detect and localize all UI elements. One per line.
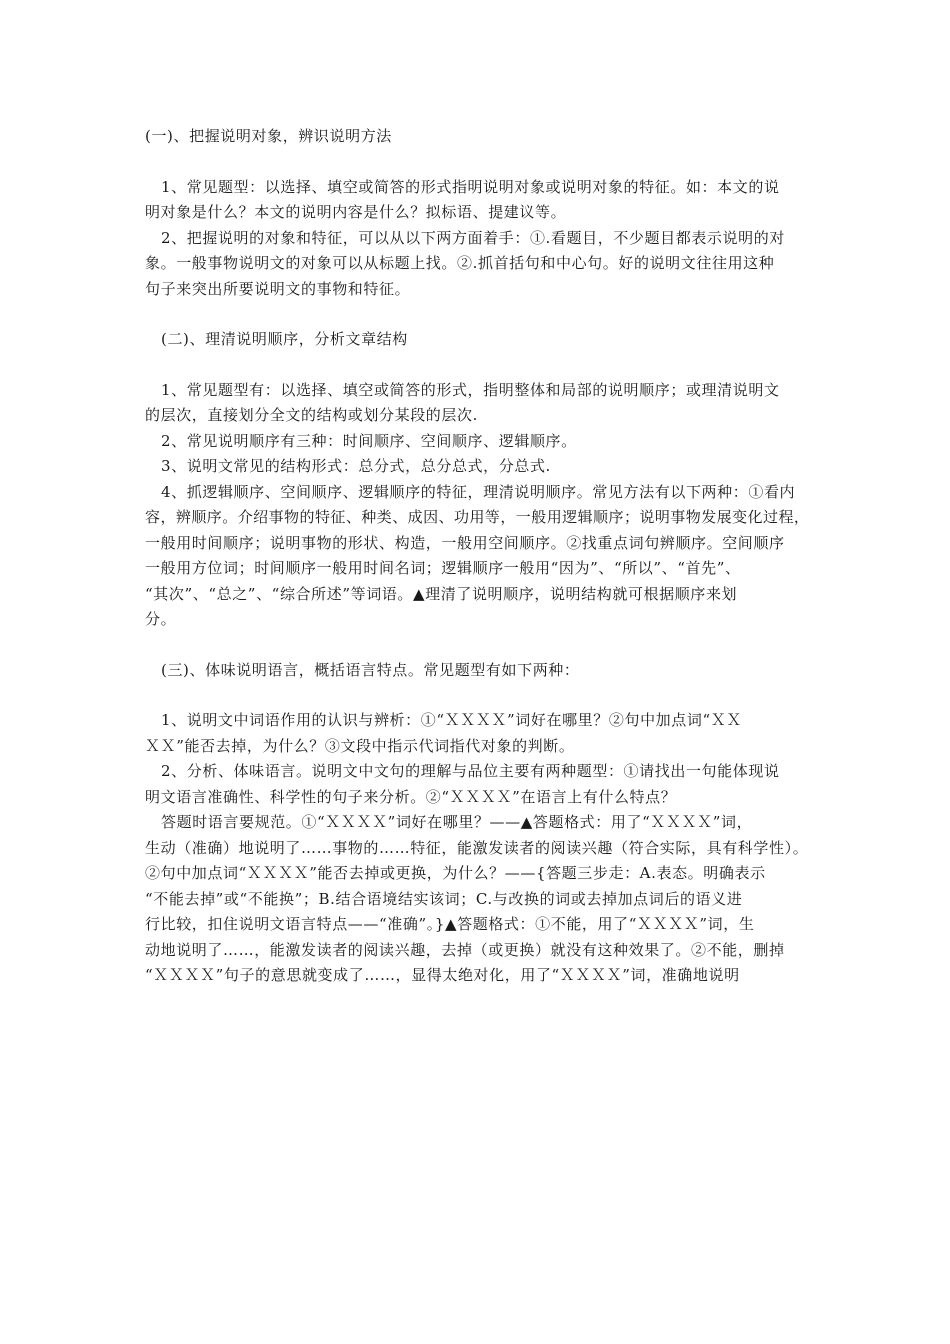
paragraph-line: 的层次，直接划分全文的结构或划分某段的层次.	[145, 406, 478, 424]
paragraph-line: 明对象是什么？本文的说明内容是什么？拟标语、提建议等。	[145, 203, 567, 221]
paragraph-line: 一般用时间顺序；说明事物的形状、构造，一般用空间顺序。②找重点词句辨顺序。空间顺序	[145, 533, 785, 552]
paragraph-line: 2、常见说明顺序有三种：时间顺序、空间顺序、逻辑顺序。	[161, 431, 577, 450]
paragraph-line: 句子来突出所要说明文的事物和特征。	[145, 279, 411, 298]
paragraph-line: 明文语言准确性、科学性的句子来分析。②“ＸＸＸＸ”在语言上有什么特点？	[145, 787, 677, 806]
paragraph-line: 答题时语言要规范。①“ＸＸＸＸ”词好在哪里？——▲答题格式：用了“ＸＸＸＸ”词，	[161, 813, 753, 831]
section-heading-1: (一)、把握说明对象，辨识说明方法	[145, 127, 392, 145]
spacer	[145, 353, 809, 378]
section-heading-2: (二)、理清说明顺序，分析文章结构	[161, 330, 408, 348]
document-body	[145, 124, 809, 989]
paragraph-line: 2、把握说明的对象和特征，可以从以下两方面着手：①.看题目，不少题目都表示说明的对	[161, 228, 785, 247]
paragraph-line: 行比较，扣住说明文语言特点——“准确”。}▲答题格式：①不能，用了“ＸＸＸＸ”词，生	[145, 915, 755, 933]
paragraph-line: 动地说明了……，能激发读者的阅读兴趣，去掉（或更换）就没有这种效果了。②不能，删掉	[145, 940, 785, 959]
spacer	[145, 150, 809, 175]
spacer	[145, 633, 809, 658]
spacer	[145, 302, 809, 327]
paragraph-line: 分。	[145, 610, 177, 628]
paragraph-line: 生动（准确）地说明了……事物的……特征，能激发读者的阅读兴趣（符合实际，具有科学性）。	[145, 838, 809, 857]
paragraph-line: 1、常见题型有：以选择、填空或简答的形式，指明整体和局部的说明顺序；或理清说明文	[161, 380, 780, 399]
paragraph-line: “ＸＸＸＸ”句子的意思就变成了……，显得太绝对化，用了“ＸＸＸＸ”词，准确地说明	[145, 966, 740, 984]
paragraph-line: 2、分析、体味语言。说明文中文句的理解与品位主要有两种题型：①请找出一句能体现说	[161, 762, 780, 780]
paragraph-line: ②句中加点词“ＸＸＸＸ”能否去掉或更换，为什么？——{答题三步走：A.表态。明确表示	[145, 864, 766, 882]
paragraph-line: 容，辨顺序。介绍事物的特征、种类、成因、功用等，一般用逻辑顺序；说明事物发展变化过程，	[145, 508, 810, 526]
paragraph-line: 4、抓逻辑顺序、空间顺序、逻辑顺序的特征，理清说明顺序。常见方法有以下两种：①看内	[161, 482, 796, 501]
paragraph-line: 1、常见题型：以选择、填空或简答的形式指明说明对象或说明对象的特征。如：本文的说	[161, 177, 780, 196]
paragraph-line: “不能去掉”或“不能换”；B.结合语境结实该词；C.与改换的词或去掉加点词后的语义进	[145, 889, 743, 908]
paragraph-line: ＸＸ”能否去掉，为什么？③文段中指示代词指代对象的判断。	[145, 736, 575, 755]
paragraph-line: 1、说明文中词语作用的认识与辨析：①“ＸＸＸＸ”词好在哪里？②句中加点词“ＸＸ	[161, 711, 742, 729]
paragraph-line: “其次”、“总之”、“综合所述”等词语。▲理清了说明顺序，说明结构就可根据顺序来划	[145, 584, 738, 603]
paragraph-line: 3、说明文常见的结构形式：总分式，总分总式，分总式.	[161, 457, 551, 475]
spacer	[145, 683, 809, 708]
paragraph-line: 一般用方位词；时间顺序一般用时间名词；逻辑顺序一般用“因为”、“所以”、“首先”、	[145, 559, 741, 577]
section-heading-3: (三)、体味说明语言，概括语言特点。常见题型有如下两种：	[161, 660, 580, 679]
paragraph-line: 象。一般事物说明文的对象可以从标题上找。②.抓首括句和中心句。好的说明文往往用这种	[145, 254, 775, 272]
